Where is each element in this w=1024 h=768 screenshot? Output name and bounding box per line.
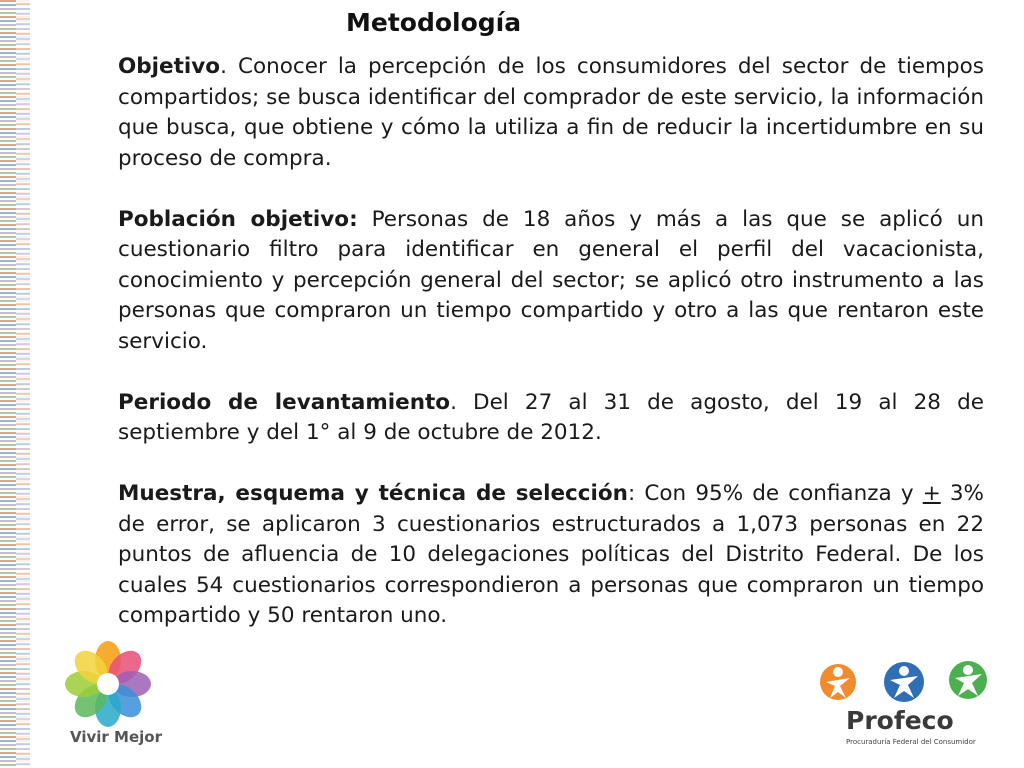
paragraph-poblacion-label: Población objetivo: <box>118 206 358 232</box>
paragraph-muestra-text-before: : Con 95% de confianza y <box>628 481 923 506</box>
profeco-figure-green <box>949 661 987 699</box>
plus-minus-symbol: + <box>922 481 941 506</box>
slide-title: Metodología <box>346 8 522 37</box>
decorative-stripe-band <box>0 0 30 768</box>
slide-content <box>118 52 984 662</box>
paragraph-objetivo <box>118 52 984 174</box>
profeco-subtitle: Procuraduría Federal del Consumidor <box>846 738 976 746</box>
paragraph-periodo-text: . Del 27 al 31 de agosto, del 19 al 28 de septiembre y del 1° al 9 de octubre de 2012. <box>118 389 984 445</box>
profeco-figure-blue <box>884 662 924 702</box>
paragraph-objetivo-text: . Conocer la percepción de los consumidores del sector de tiempos compartidos; se busca identificar del comprador de este servicio, la información que busca, que obtiene y cómo la utiliza a fin de reducir la incertidumbre en su proceso de compra. <box>118 54 984 171</box>
paragraph-objetivo-label: Objetivo <box>118 54 221 79</box>
profeco-figure-orange <box>820 664 856 700</box>
paragraph-muestra <box>118 479 984 632</box>
paragraph-periodo <box>118 388 984 449</box>
paragraph-poblacion <box>118 205 984 358</box>
paragraph-poblacion-text: Personas de 18 años y más a las que se aplicó un cuestionario filtro para identificar en general el perfil del vacacionista, conocimiento y percepción general del sector; se aplicó otro instrumento a las personas que compraron un tiempo compartido y otro a las que rentaron este servicio. <box>118 206 984 354</box>
paragraph-muestra-text-after: 3% de error, se aplicaron 3 cuestionarios estructurados a 1,073 personas en 22 puntos de afluencia de 10 delegaciones políticas del Distrito Federal. De los cuales 54 cuestionarios correspondieron a personas que compraron un tiempo compartido y 50 rentaron uno. <box>118 481 984 628</box>
vivir-mejor-label: Vivir Mejor <box>70 728 162 746</box>
paragraph-muestra-label: Muestra, esquema y técnica de selección <box>118 481 628 506</box>
paragraph-periodo-label: Periodo de levantamiento <box>118 389 451 415</box>
profeco-name: Profeco <box>846 706 954 735</box>
